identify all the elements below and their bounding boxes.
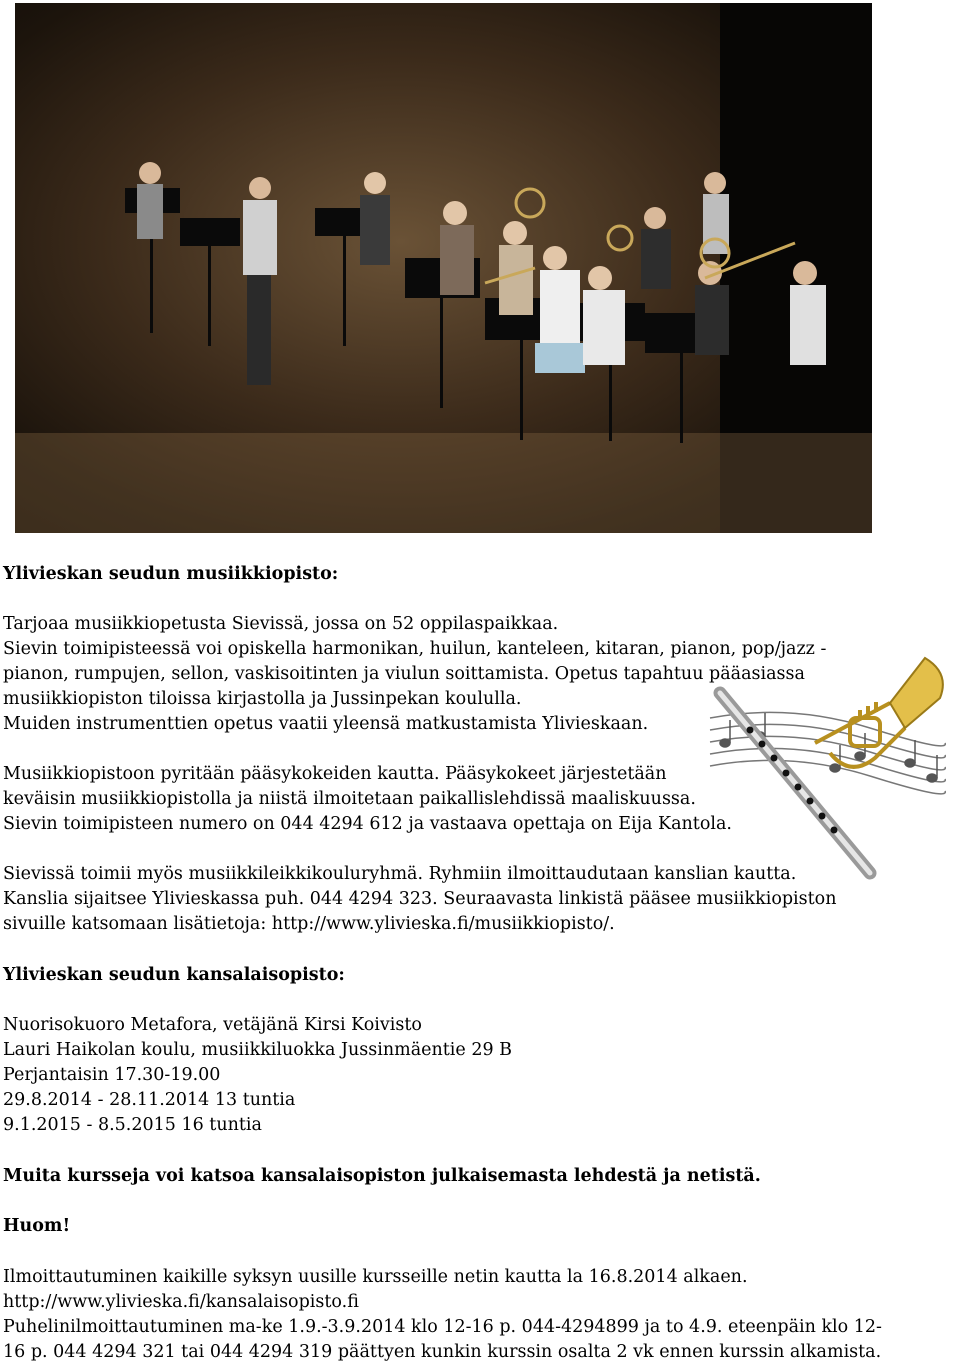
- paragraph-line: Perjantaisin 17.30-19.00: [3, 1065, 221, 1085]
- huom-label: Huom!: [3, 1216, 71, 1236]
- courses-note: Muita kursseja voi katsoa kansalaisopiston julkaisemasta lehdestä ja netistä.: [3, 1166, 761, 1186]
- heading-kansalaisopisto: Ylivieskan seudun kansalaisopisto:: [3, 965, 345, 985]
- paragraph-line: Tarjoaa musiikkiopetusta Sievissä, jossa on 52 oppilaspaikkaa.: [3, 614, 559, 634]
- paragraph-line: keväisin musiikkiopistolla ja niistä ilmoitetaan paikallislehdissä maaliskuussa.: [3, 789, 696, 809]
- paragraph-line: Lauri Haikolan koulu, musiikkiluokka Jussinmäentie 29 B: [3, 1040, 513, 1060]
- trumpet-flute-music-notes-icon: [700, 648, 950, 883]
- paragraph-line: 16 p. 044 4294 321 tai 044 4294 319 päättyen kunkin kurssin osalta 2 vk ennen kurssin alkamista.: [3, 1342, 882, 1362]
- paragraph-line: Sievin toimipisteessä voi opiskella harmonikan, huilun, kanteleen, kitaran, pianon, pop/jazz -: [3, 639, 827, 659]
- paragraph-line: 29.8.2014 - 28.11.2014 13 tuntia: [3, 1090, 296, 1110]
- paragraph-line: musiikkiopiston tiloissa kirjastolla ja Jussinpekan koululla.: [3, 689, 522, 709]
- paragraph-line: Sievissä toimii myös musiikkileikkikouluryhmä. Ryhmiin ilmoittaudutaan kanslian kautta.: [3, 864, 797, 884]
- paragraph-line: Puhelinilmoittautuminen ma-ke 1.9.-3.9.2014 klo 12-16 p. 044-4294899 ja to 4.9. eteenpäin klo 12-: [3, 1317, 882, 1337]
- paragraph-line: Nuorisokuoro Metafora, vetäjänä Kirsi Koivisto: [3, 1015, 422, 1035]
- paragraph-line: Kanslia sijaitsee Ylivieskassa puh. 044 4294 323. Seuraavasta linkistä pääsee musiikkiopiston: [3, 889, 837, 909]
- paragraph-line: 9.1.2015 - 8.5.2015 16 tuntia: [3, 1115, 262, 1135]
- paragraph-line: Sievin toimipisteen numero on 044 4294 612 ja vastaava opettaja on Eija Kantola.: [3, 814, 732, 834]
- paragraph-line: sivuille katsomaan lisätietoja: http://www.ylivieska.fi/musiikkiopisto/.: [3, 914, 615, 934]
- heading-musiikkiopisto: Ylivieskan seudun musiikkiopisto:: [3, 564, 339, 584]
- paragraph-line: Ilmoittautuminen kaikille syksyn uusille kursseille netin kautta la 16.8.2014 alkaen.: [3, 1267, 748, 1287]
- paragraph-line: Muiden instrumenttien opetus vaatii yleensä matkustamista Ylivieskaan.: [3, 714, 649, 734]
- paragraph-line: http://www.ylivieska.fi/kansalaisopisto.fi: [3, 1292, 359, 1312]
- paragraph-line: Musiikkiopistoon pyritään pääsykokeiden kautta. Pääsykokeet järjestetään: [3, 764, 667, 784]
- concert-band-photo: [15, 3, 872, 533]
- paragraph-line: pianon, rumpujen, sellon, vaskisoitinten ja viulun soittamista. Opetus tapahtuu pääasiassa: [3, 664, 805, 684]
